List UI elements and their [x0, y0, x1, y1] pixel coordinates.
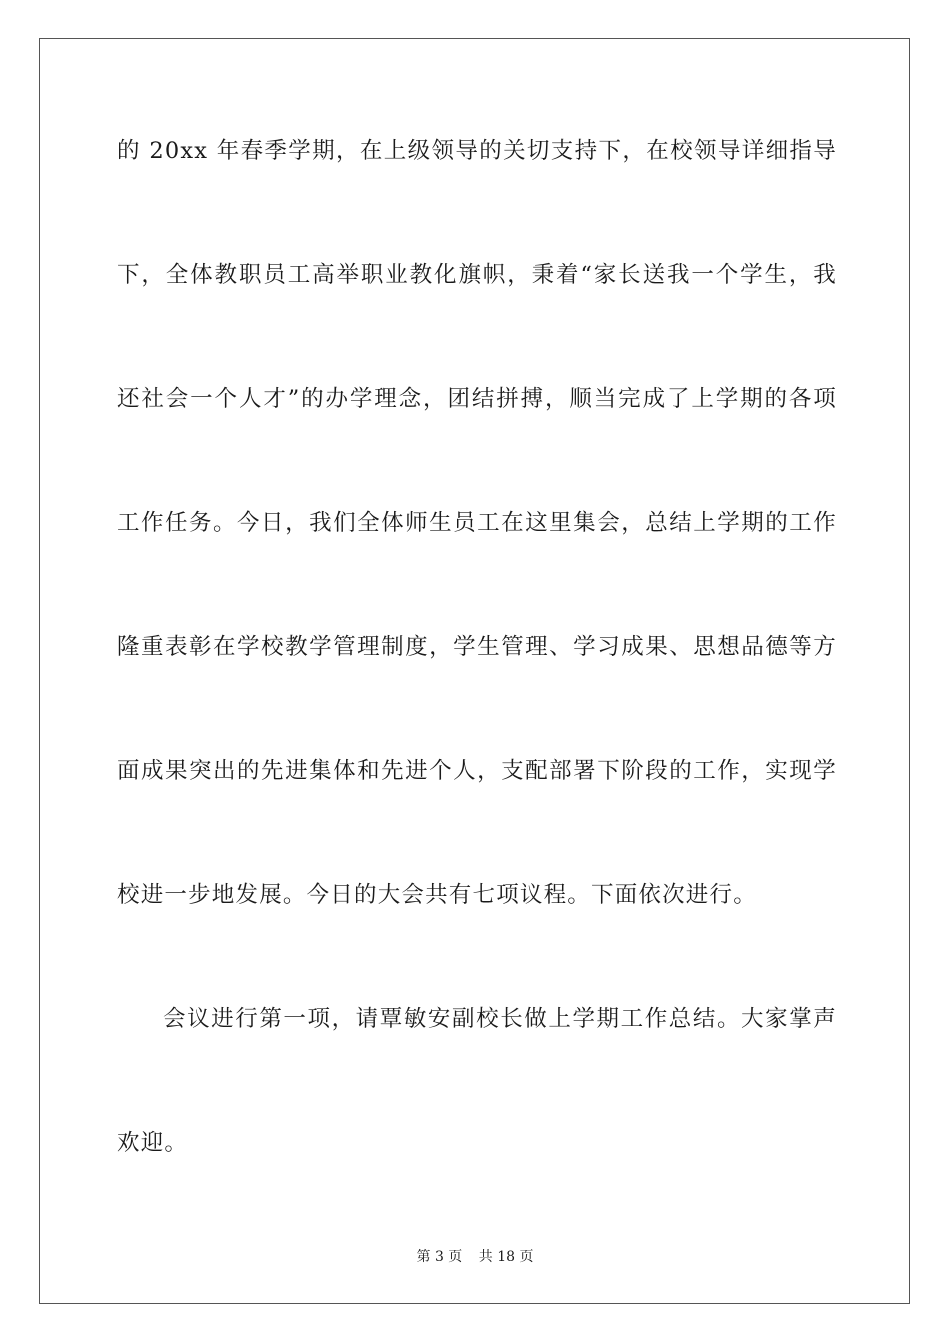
- paragraph-line: 下，全体教职员工高举职业教化旗帜，秉着“家长送我一个学生，我: [117, 262, 837, 288]
- page-border: [39, 38, 910, 1304]
- paragraph-line: 还社会一个人才”的办学理念，团结拼搏，顺当完成了上学期的各项: [117, 386, 837, 412]
- paragraph-line: 会议进行第一项，请覃敏安副校长做上学期工作总结。大家掌声: [163, 1006, 837, 1032]
- paragraph-line: 校进一步地发展。今日的大会共有七项议程。下面依次进行。: [117, 882, 757, 908]
- paragraph-line: 的 20xx 年春季学期，在上级领导的关切支持下，在校领导详细指导: [117, 138, 837, 164]
- page-total: 共 18 页: [478, 1249, 534, 1265]
- page-number: 第 3 页: [416, 1249, 463, 1265]
- paragraph-line: 隆重表彰在学校教学管理制度，学生管理、学习成果、思想品德等方: [117, 634, 837, 660]
- paragraph-line: 面成果突出的先进集体和先进个人，支配部署下阶段的工作，实现学: [117, 758, 837, 784]
- paragraph-line: 欢迎。: [117, 1130, 189, 1156]
- page-footer: [0, 1248, 950, 1266]
- paragraph-line: 工作任务。今日，我们全体师生员工在这里集会，总结上学期的工作: [117, 510, 837, 536]
